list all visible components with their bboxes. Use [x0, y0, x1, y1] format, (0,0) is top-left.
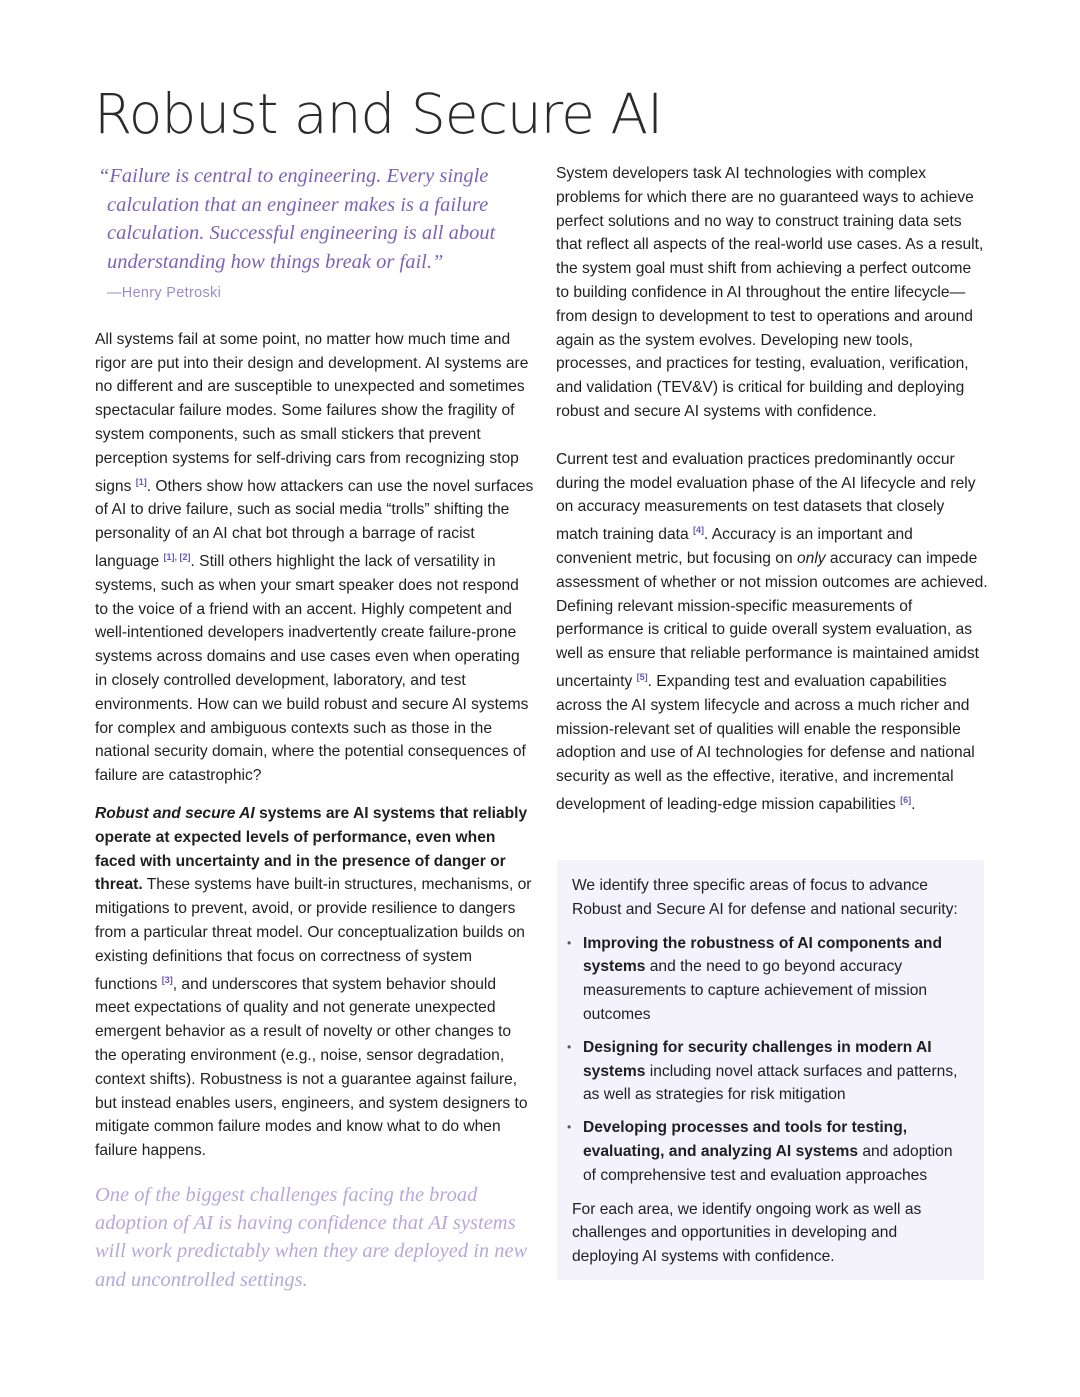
- citation-link[interactable]: [4]: [692, 525, 704, 536]
- callout-outro: For each area, we identify ongoing work as well as challenges and opportunities in developing and deploying AI systems with confidence.: [572, 1200, 922, 1266]
- citation-link[interactable]: [6]: [900, 794, 912, 805]
- quote-attribution: —Henry Petroski: [107, 285, 222, 301]
- page-title: Robust and Secure AI: [94, 82, 663, 146]
- citation-link[interactable]: [5]: [636, 671, 648, 682]
- bullet-icon: •: [567, 1039, 572, 1054]
- list-item: • Improving the robustness of AI components and systems and the need to go beyond accuracy measurements to capture achievement of mission outcomes: [572, 932, 962, 1027]
- pull-quote: One of the biggest challenges facing the broad adoption of AI is having confidence that AI systems will work predictably when they are deployed in new and uncontrolled settings.: [95, 1183, 528, 1291]
- list-item: • Designing for security challenges in modern AI systems including novel attack surfaces and patterns, as well as strategies for risk mitigation: [572, 1036, 962, 1107]
- defined-term: Robust and secure AI: [95, 804, 255, 822]
- bullet-icon: •: [567, 1120, 572, 1135]
- lifecycle-paragraph: System developers task AI technologies with complex problems for which there are no guaranteed ways to achieve perfect solutions and no way to construct training data sets that reflect all aspects of the real-world use cases. As a result, the system goal must shift from achieving a perfect outcome to building confidence in AI throughout the entire lifecycle—from design to development to test to operations and around again as the system evolves. Developing new tools, processes, and practices for testing, evaluation, verification, and validation (TEV&V) is critical for building and deploying robust and secure AI systems with confidence.: [556, 165, 984, 420]
- left-column: [95, 162, 535, 1294]
- citation-link[interactable]: [3]: [161, 974, 173, 985]
- focus-areas-list: [567, 932, 962, 1188]
- test-evaluation-paragraph: Current test and evaluation practices predominantly occur during the model evaluation phase of the AI lifecycle and rely on accuracy measurements on test datasets that closely match training data [4]. Accuracy is an important and convenient metric, but focusing on only accuracy can impede assessment of whether or not mission outcomes are achieved. Defining relevant mission-specific measurements of performance is critical to guide overall system evaluation, as well as ensure that reliable performance is maintained amidst uncertainty [5]. Expanding test and evaluation capabilities across the AI system lifecycle and across a much richer and mission-relevant set of qualities will enable the responsible adoption and use of AI technologies for defense and national security as well as the effective, iterative, and incremental development of leading-edge mission capabilities [6].: [556, 450, 988, 813]
- callout-intro: We identify three specific areas of focus to advance Robust and Secure AI for defense and national security:: [572, 877, 958, 918]
- list-item: • Developing processes and tools for testing, evaluating, and analyzing AI systems and adoption of comprehensive test and evaluation approaches: [572, 1116, 962, 1187]
- definition-paragraph: Robust and secure AI systems are AI systems that reliably operate at expected levels of performance, even when faced with uncertainty and in the presence of danger or threat. These systems have built-in structures, mechanisms, or mitigations to prevent, avoid, or provide resilience to dangers from a particular threat model. Our conceptualization builds on existing definitions that focus on correctness of system functions [3], and underscores that system behavior should meet expectations of quality and not generate unexpected emergent behavior as a result of novelty or other changes to the operating environment (e.g., noise, sensor degradation, context shifts). Robustness is not a guarantee against failure, but instead enables users, engineers, and system designers to mitigate common failure modes and know what to do when failure happens.: [95, 804, 532, 1160]
- focus-areas-callout: [557, 860, 984, 1280]
- intro-paragraph: All systems fail at some point, no matter how much time and rigor are put into their design and development. AI systems are no different and are susceptible to unexpected and sometimes spectacular failure modes. Some failures show the fragility of system components, such as small stickers that prevent perception systems for self-driving cars from recognizing stop signs [1]. Others show how attackers can use the novel surfaces of AI to drive failure, such as social media “trolls” shifting the personality of an AI chat bot through a barrage of racist language [1], [2]. Still others highlight the lack of versatility in systems, such as when your smart speaker does not respond to the voice of a friend with an accent. Highly competent and well-intentioned developers inadvertently create failure-prone systems across domains and use cases even when operating in closely controlled development, laboratory, and test environments. How can we build robust and secure AI systems for complex and ambiguous contexts such as those in the national security domain, where the potential consequences of failure are catastrophic?: [95, 330, 534, 785]
- bullet-icon: •: [567, 935, 572, 950]
- citation-link[interactable]: [1], [2]: [163, 551, 191, 562]
- quote-line: understanding how things break or fail.”: [107, 250, 444, 273]
- quote-line: calculation that an engineer makes is a failure: [107, 193, 489, 216]
- quote-line: calculation. Successful engineering is all about: [107, 222, 496, 244]
- epigraph-quote: [95, 162, 535, 276]
- quote-line: “Failure is central to engineering. Every single: [98, 165, 489, 187]
- citation-link[interactable]: [1]: [135, 476, 147, 487]
- right-column: [556, 162, 988, 817]
